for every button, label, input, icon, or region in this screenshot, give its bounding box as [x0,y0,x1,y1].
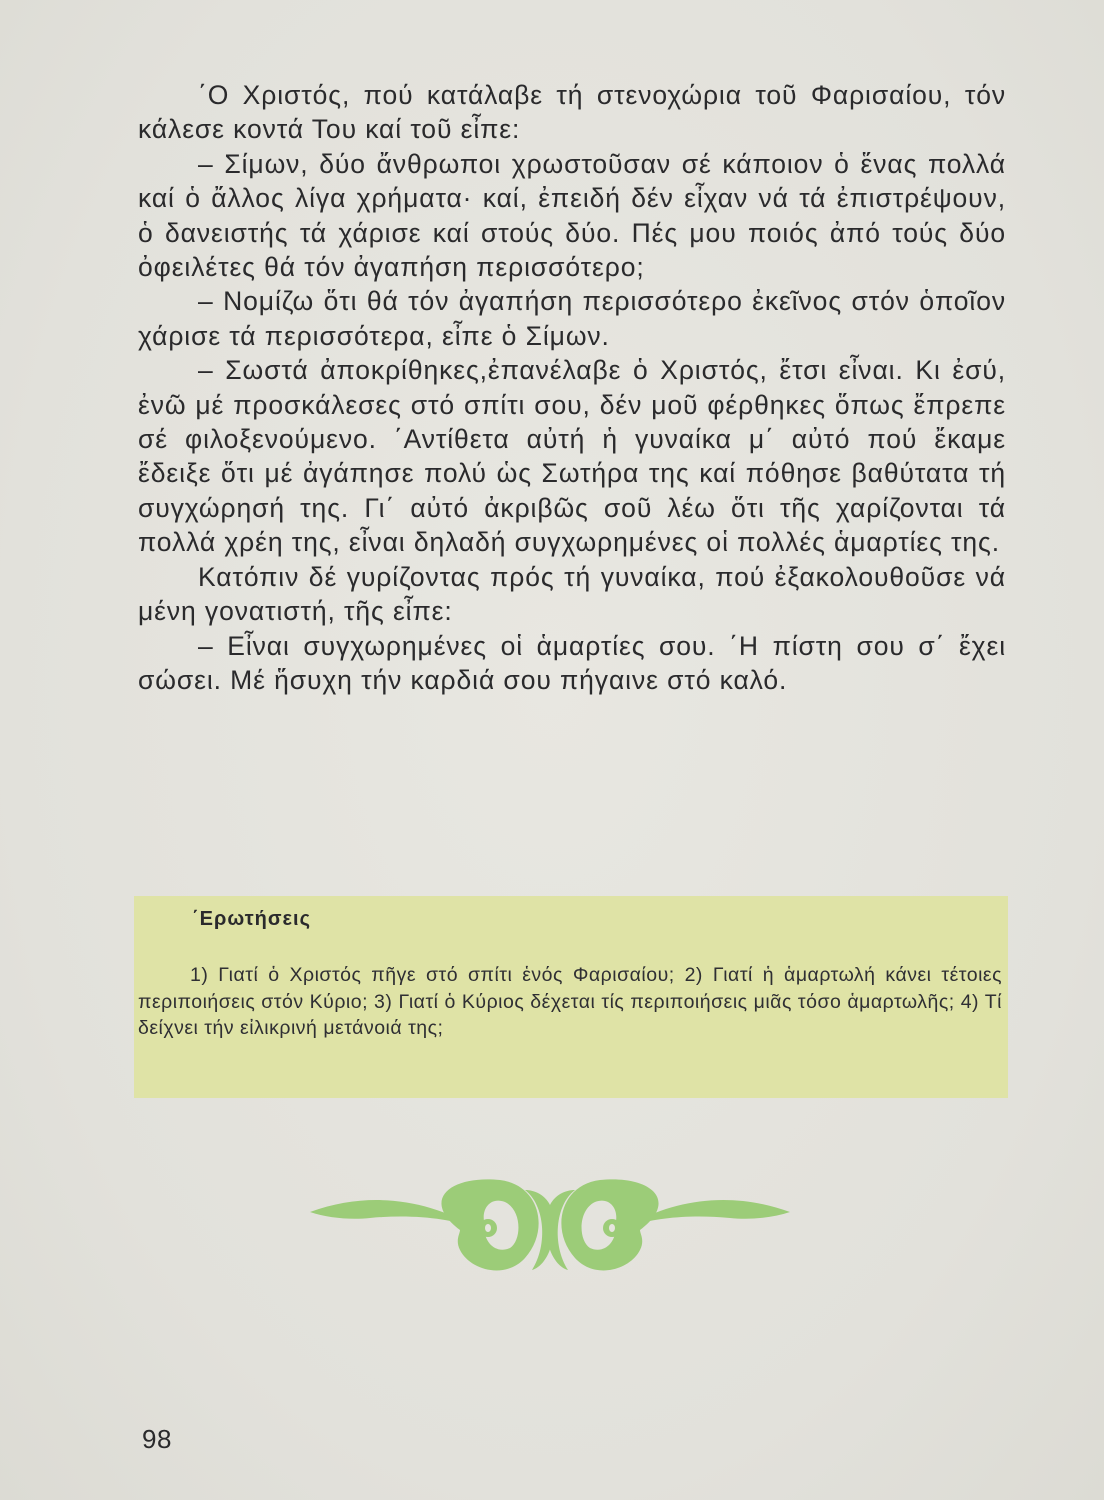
paragraph-christ-reply: – Σωστά ἀποκρίθηκες,ἐπανέλαβε ὁ Χριστός, ἔτσι εἶναι. Κι ἐσύ, ἐνῶ μέ προσκάλεσες στό σπίτι σου, δέν μοῦ φέρθηκες ὅπως ἔπρεπε σέ φιλοξενούμενο. ΄Αντίθετα αὐτή ἡ γυναίκα μ΄ αὐτό πού ἔκαμε ἔδειξε ὅτι μέ ἀγάπησε πολύ ὡς Σωτήρα της καί πόθησε βαθύτατα τή συγχώρησή της. Γι΄ αὐτό ἀκριβῶς σοῦ λέω ὅτι τῆς χαρίζονται τά πολλά χρέη της, εἶναι δηλαδή συγχωρημένες οἱ πολλές ἁμαρτίες της. [138,355,1006,558]
questions-heading: ΄Ερωτήσεις [192,908,311,930]
paragraph-forgiveness: – Εἶναι συγχωρημένες οἱ ἁμαρτίες σου. ΄Η πίστη σου σ΄ ἔχει σώσει. Μέ ἥσυχη τήν καρδιά σου πήγαινε στό καλό. [138,630,1006,695]
page-number: 98 [142,1424,172,1454]
green-scroll-ornament-icon [310,1170,790,1290]
paragraph-turning: Κατόπιν δέ γυρίζοντας πρός τή γυναίκα, πού ἐξακολουθοῦσε νά μένη γονατιστή, τῆς εἶπε: [138,561,1006,627]
questions-box [134,896,1008,1098]
questions-text: 1) Γιατί ὁ Χριστός πῆγε στό σπίτι ἑνός Φαρισαίου; 2) Γιατί ἡ ἁμαρτωλή κάνει τέτοιες περιποιήσεις στόν Κύριο; 3) Γιατί ὁ Κύριος δέχεται τίς περιποιήσεις μιᾶς τόσο ἁμαρτωλῆς; 4) Τί δείχνει τήν εἰλικρινή μετάνοιά της; [138,964,1002,1039]
paragraph-parable: – Σίμων, δύο ἄνθρωποι χρωστοῦσαν σέ κάποιον ὁ ἕνας πολλά καί ὁ ἄλλος λίγα χρήματα· καί, ἐπειδή δέν εἶχαν νά τά ἐπιστρέψουν, ὁ δανειστής τά χάρισε καί στούς δύο. Πές μου ποιός ἀπό τούς δύο ὀφειλέτες θά τόν ἀγαπήση περισσότερο; [138,148,1006,283]
main-text-block [138,78,1006,697]
paragraph-intro: ΄Ο Χριστός, πού κατάλαβε τή στενοχώρια τοῦ Φαρισαίου, τόν κάλεσε κοντά Του καί τοῦ εἶπε: [138,80,1006,145]
paragraph-simon-answer: – Νομίζω ὅτι θά τόν ἀγαπήση περισσότερο ἐκεῖνος στόν ὁποῖον χάρισε τά περισσότερα, εἶπε ὁ Σίμων. [138,286,1006,351]
